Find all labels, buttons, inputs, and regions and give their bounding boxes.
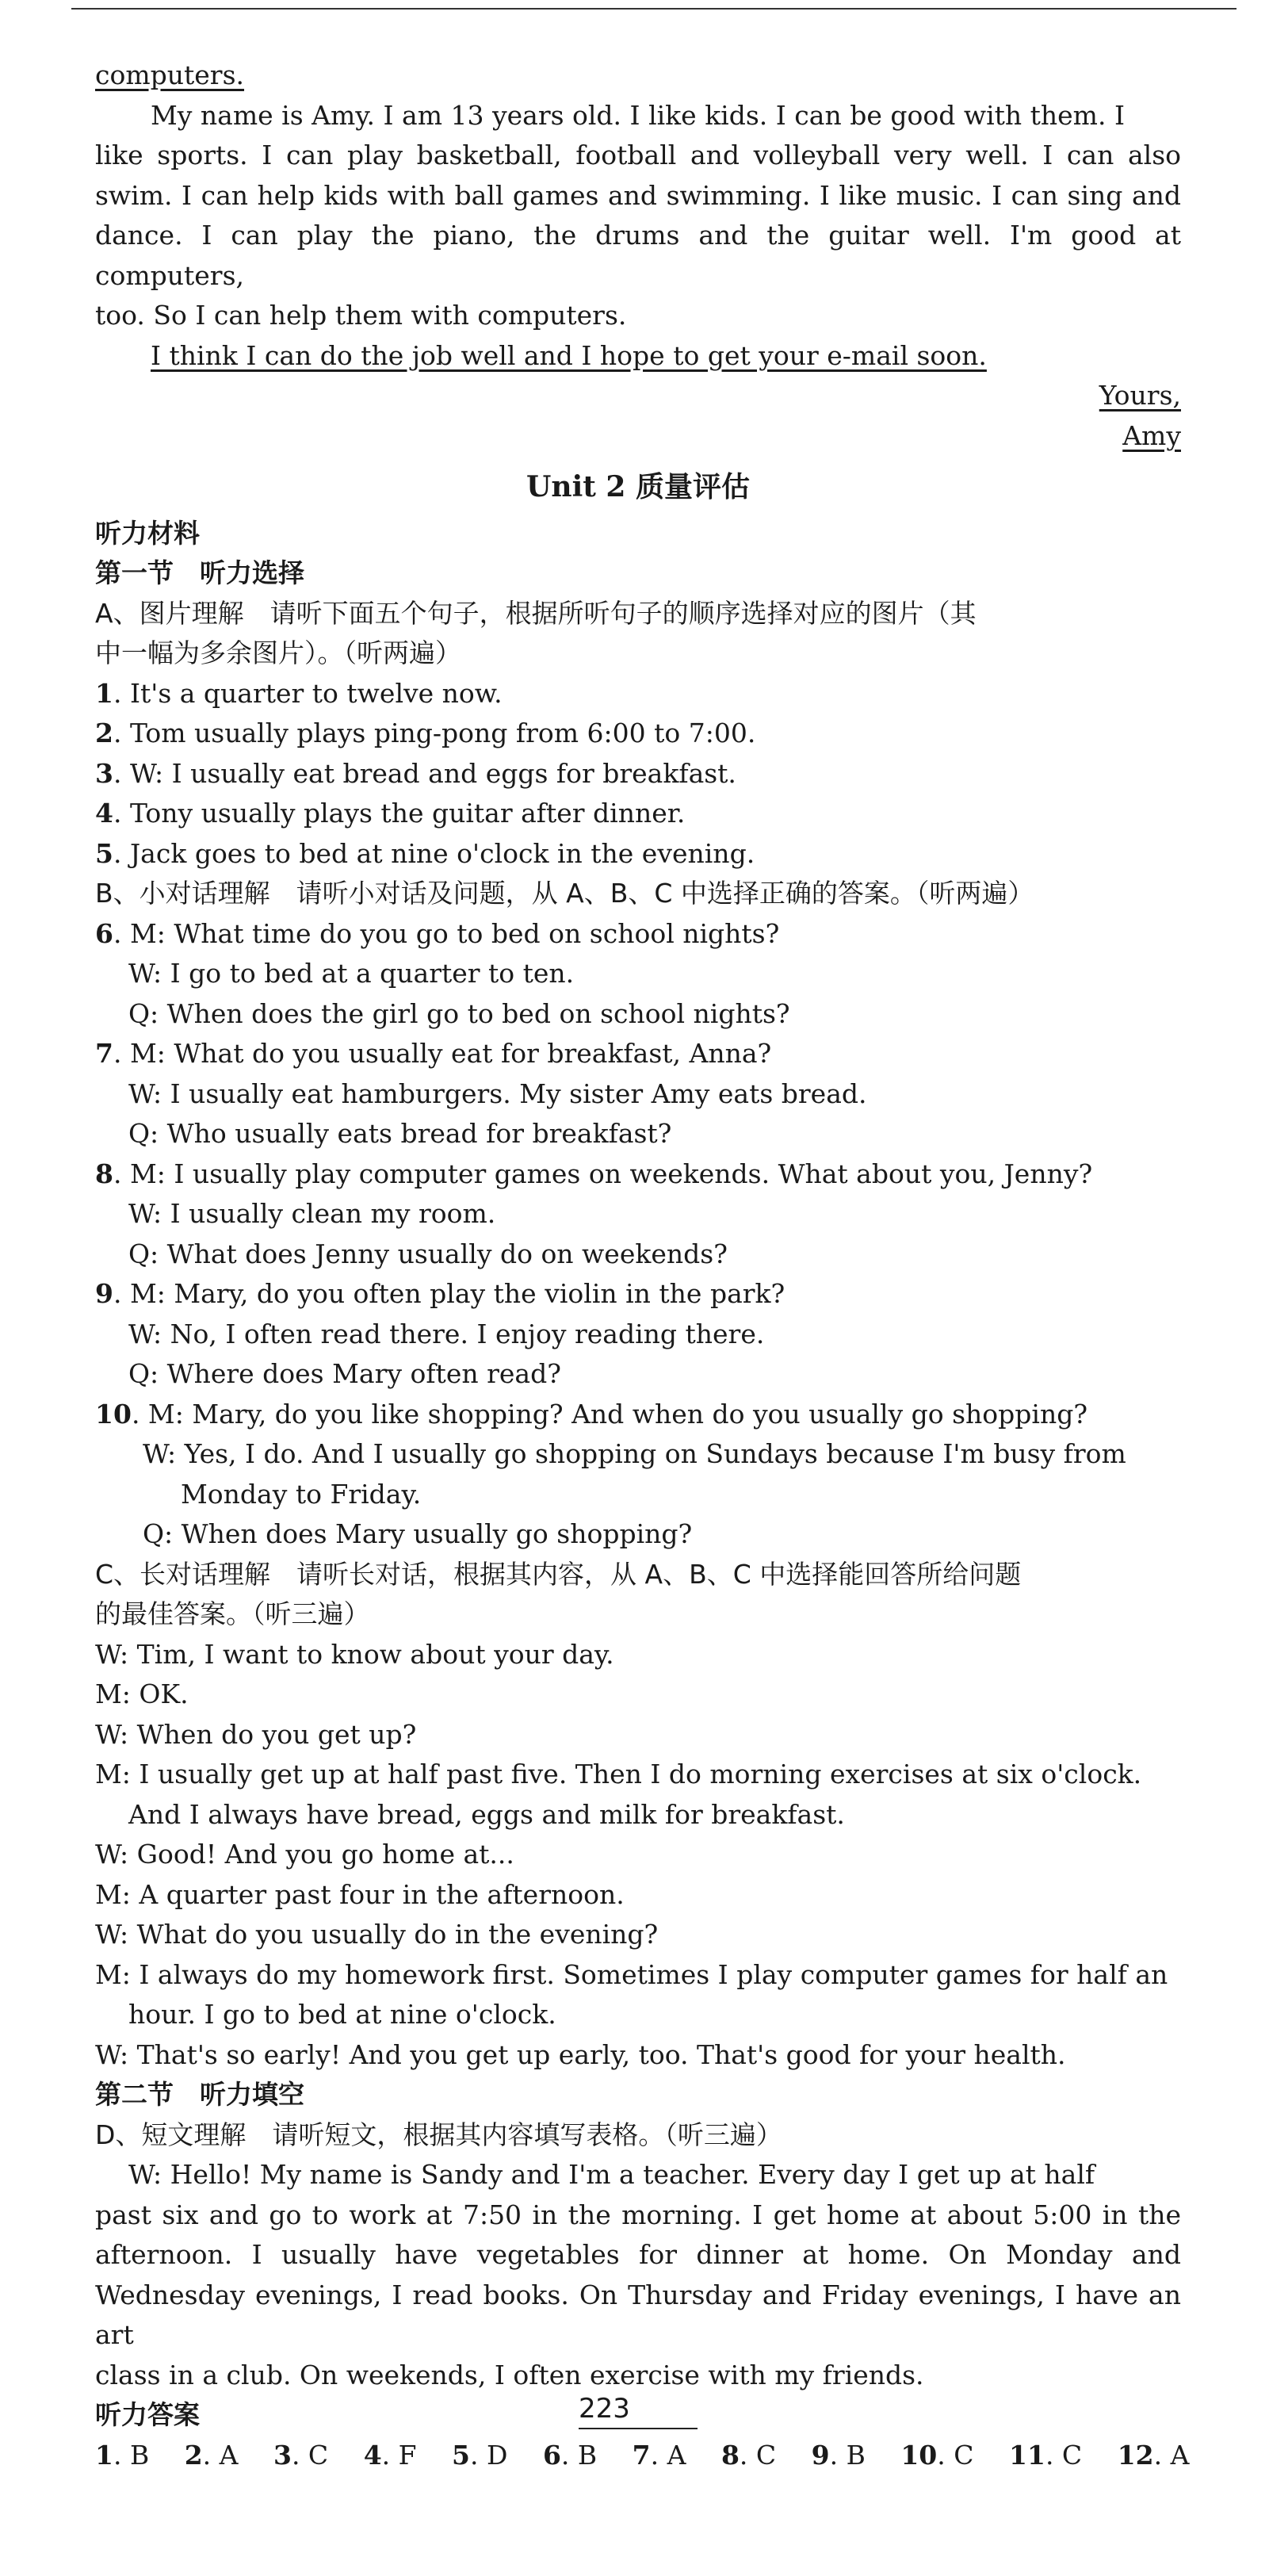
- answer-item: [721, 2440, 776, 2471]
- item-number: 4: [95, 798, 113, 829]
- answer-number: 8: [721, 2439, 740, 2471]
- dialogue-line: W: Yes, I do. And I usually go shopping on Sundays because I'm busy from: [143, 1438, 1126, 1469]
- letter-signature: [95, 416, 1181, 457]
- conversation-line: M: I always do my homework first. Sometimes I play computer games for half an: [95, 1958, 1168, 1990]
- page-number: 223: [579, 2393, 630, 2425]
- answers-row: [95, 2436, 1190, 2476]
- conversation-line: W: When do you get up?: [95, 1718, 417, 1750]
- item-number: 5: [95, 837, 113, 869]
- dialogue-line: Monday to Friday.: [181, 1478, 422, 1510]
- item-number: 7: [95, 1038, 113, 1069]
- dialogue-item: [95, 1034, 1181, 1074]
- letter-body-line: swim. I can help kids with ball games and swimming. I like music. I can sing and: [95, 179, 1181, 211]
- letter-closing-text: I think I can do the job well and I hope to get your e-mail soon.: [151, 339, 987, 371]
- dialogue-line: Q: Where does Mary often read?: [128, 1358, 561, 1389]
- partC-instruction: C、长对话理解 请听长对话，根据其内容，从 A、B、C 中选择能回答所给问题: [95, 1558, 1022, 1590]
- item-number: 3: [95, 757, 113, 789]
- item-number: 2: [95, 718, 113, 748]
- answer-item: [185, 2440, 239, 2471]
- answer-number: 9: [811, 2439, 830, 2471]
- dialogue-line: . M: What do you usually eat for breakfast, Anna?: [113, 1038, 772, 1069]
- item-text: . Tony usually plays the guitar after dinner.: [113, 798, 686, 829]
- item-text: . Tom usually plays ping-pong from 6:00 to 7:00.: [113, 718, 756, 748]
- dialogue-line: Q: What does Jenny usually do on weekends?: [128, 1238, 728, 1269]
- letter-body-line: dance. I can play the piano, the drums and the guitar well. I'm good at computers,: [95, 220, 1181, 291]
- answer-choice: . C: [937, 2439, 974, 2471]
- answers-label: 听力答案: [95, 2399, 200, 2430]
- conversation-line: W: Good! And you go home at...: [95, 1839, 514, 1870]
- answer-choice: . C: [291, 2439, 329, 2471]
- answer-item: [273, 2440, 328, 2471]
- dialogue-line: W: I usually clean my room.: [128, 1198, 496, 1229]
- answer-item: [364, 2440, 417, 2471]
- item-number: 9: [95, 1278, 113, 1309]
- unit-title: [95, 467, 1181, 507]
- dialogue-line: . M: Mary, do you like shopping? And when do you usually go shopping?: [131, 1398, 1088, 1430]
- dialogue-item: [95, 1154, 1181, 1195]
- dialogue-line: Q: Who usually eats bread for breakfast?: [128, 1118, 672, 1149]
- answer-choice: . B: [829, 2439, 866, 2471]
- answer-number: 7: [632, 2439, 651, 2471]
- partA-instruction: 中一幅为多余图片）。（听两遍）: [95, 637, 461, 668]
- answer-item: [900, 2440, 973, 2471]
- item-text: . W: I usually eat bread and eggs for breakfast.: [113, 757, 736, 789]
- conversation-line: W: What do you usually do in the evening?: [95, 1919, 659, 1950]
- passage-line: afternoon. I usually have vegetables for dinner at home. On Monday and: [95, 2239, 1181, 2270]
- answer-number: 3: [273, 2439, 292, 2471]
- partD-instruction: D、短文理解 请听短文，根据其内容填写表格。（听三遍）: [95, 2119, 782, 2150]
- conversation-line: M: I usually get up at half past five. Then I do morning exercises at six o'clock.: [95, 1759, 1142, 1789]
- conversation-line: M: OK.: [95, 1678, 189, 1709]
- answer-number: 12: [1117, 2439, 1154, 2471]
- list-item: [95, 754, 1181, 794]
- dialogue-line: W: I usually eat hamburgers. My sister Amy eats bread.: [128, 1077, 867, 1109]
- answer-number: 5: [452, 2439, 471, 2471]
- answer-choice: . A: [202, 2439, 239, 2471]
- answer-item: [543, 2440, 597, 2471]
- item-number: 10: [95, 1398, 132, 1430]
- passage-line: past six and go to work at 7:50 in the morning. I get home at about 5:00 in the: [95, 2199, 1181, 2230]
- dialogue-line: . M: Mary, do you often play the violin in the park?: [113, 1278, 785, 1309]
- answer-number: 1: [95, 2439, 113, 2471]
- list-item: [95, 834, 1181, 875]
- answer-item: [1118, 2440, 1190, 2471]
- list-item: [95, 794, 1181, 834]
- passage-line: Wednesday evenings, I read books. On Thursday and Friday evenings, I have an art: [95, 2279, 1181, 2350]
- answer-choice: . C: [1045, 2439, 1083, 2471]
- unit-title-text: Unit 2 质量评估: [526, 470, 750, 503]
- item-text: . It's a quarter to twelve now.: [113, 677, 503, 709]
- letter-signature-text: Amy: [1122, 419, 1181, 451]
- dialogue-line: . M: I usually play computer games on weekends. What about you, Jenny?: [113, 1158, 1093, 1189]
- answer-choice: . B: [113, 2439, 150, 2471]
- page-content: [95, 56, 1190, 2475]
- letter-sign-off-text: Yours,: [1099, 380, 1181, 411]
- answer-item: [1009, 2440, 1082, 2471]
- listening-material-label: 听力材料: [95, 517, 200, 549]
- dialogue-item: [95, 1395, 1181, 1435]
- conversation-line: W: That's so early! And you get up early, too. That's good for your health.: [95, 2038, 1066, 2070]
- answer-choice: . C: [739, 2439, 777, 2471]
- conversation-line: hour. I go to bed at nine o'clock.: [128, 1999, 556, 2030]
- section2-title: 第二节 听力填空: [95, 2079, 304, 2110]
- list-item: [95, 674, 1181, 714]
- letter-body-line: like sports. I can play basketball, football and volleyball very well. I can also: [95, 140, 1181, 170]
- item-text: . Jack goes to bed at nine o'clock in the evening.: [113, 837, 755, 869]
- conversation-line: M: A quarter past four in the afternoon.: [95, 1878, 625, 1910]
- answer-number: 11: [1009, 2439, 1045, 2471]
- letter-first-line: computers.: [95, 59, 245, 90]
- partA-instruction: A、图片理解 请听下面五个句子，根据所听句子的顺序选择对应的图片（其: [95, 597, 977, 629]
- answer-choice: . B: [560, 2439, 598, 2471]
- letter-closing-line: [95, 336, 1181, 377]
- passage-line: W: Hello! My name is Sandy and I'm a teacher. Every day I get up at half: [128, 2159, 1095, 2190]
- dialogue-item: [95, 914, 1181, 955]
- item-number: 6: [95, 917, 113, 949]
- answer-number: 6: [542, 2439, 561, 2471]
- letter-body-line: too. So I can help them with computers.: [95, 300, 627, 331]
- answer-item: [812, 2440, 866, 2471]
- answer-item: [452, 2440, 507, 2471]
- dialogue-line: . M: What time do you go to bed on school nights?: [113, 917, 780, 949]
- page-number-rule: [579, 2428, 698, 2429]
- answer-choice: . F: [381, 2439, 417, 2471]
- passage-line: class in a club. On weekends, I often exercise with my friends.: [95, 2359, 924, 2390]
- answer-choice: . D: [470, 2439, 508, 2471]
- dialogue-line: W: No, I often read there. I enjoy reading there.: [128, 1318, 765, 1349]
- answer-choice: . A: [650, 2439, 686, 2471]
- letter-sign-off: [95, 376, 1181, 416]
- dialogue-line: W: I go to bed at a quarter to ten.: [128, 958, 575, 989]
- letter-body-line: My name is Amy. I am 13 years old. I like kids. I can be good with them. I: [151, 99, 1125, 131]
- dialogue-item: [95, 1274, 1181, 1315]
- top-rule: [71, 8, 1237, 10]
- answer-item: [95, 2440, 149, 2471]
- answer-choice: . A: [1153, 2439, 1190, 2471]
- answer-number: 10: [900, 2439, 938, 2471]
- conversation-line: W: Tim, I want to know about your day.: [95, 1638, 614, 1670]
- item-number: 8: [95, 1158, 113, 1189]
- answer-number: 2: [184, 2439, 203, 2471]
- dialogue-line: Q: When does the girl go to bed on school nights?: [128, 997, 790, 1029]
- list-item: [95, 714, 1181, 754]
- section1-title: 第一节 听力选择: [95, 557, 304, 588]
- partC-instruction: 的最佳答案。（听三遍）: [95, 1598, 370, 1629]
- conversation-line: And I always have bread, eggs and milk for breakfast.: [128, 1798, 845, 1830]
- partB-instruction: B、小对话理解 请听小对话及问题，从 A、B、C 中选择正确的答案。（听两遍）: [95, 878, 1034, 909]
- item-number: 1: [95, 677, 113, 709]
- dialogue-line: Q: When does Mary usually go shopping?: [143, 1518, 693, 1549]
- answer-item: [633, 2440, 686, 2471]
- answer-number: 4: [363, 2439, 382, 2471]
